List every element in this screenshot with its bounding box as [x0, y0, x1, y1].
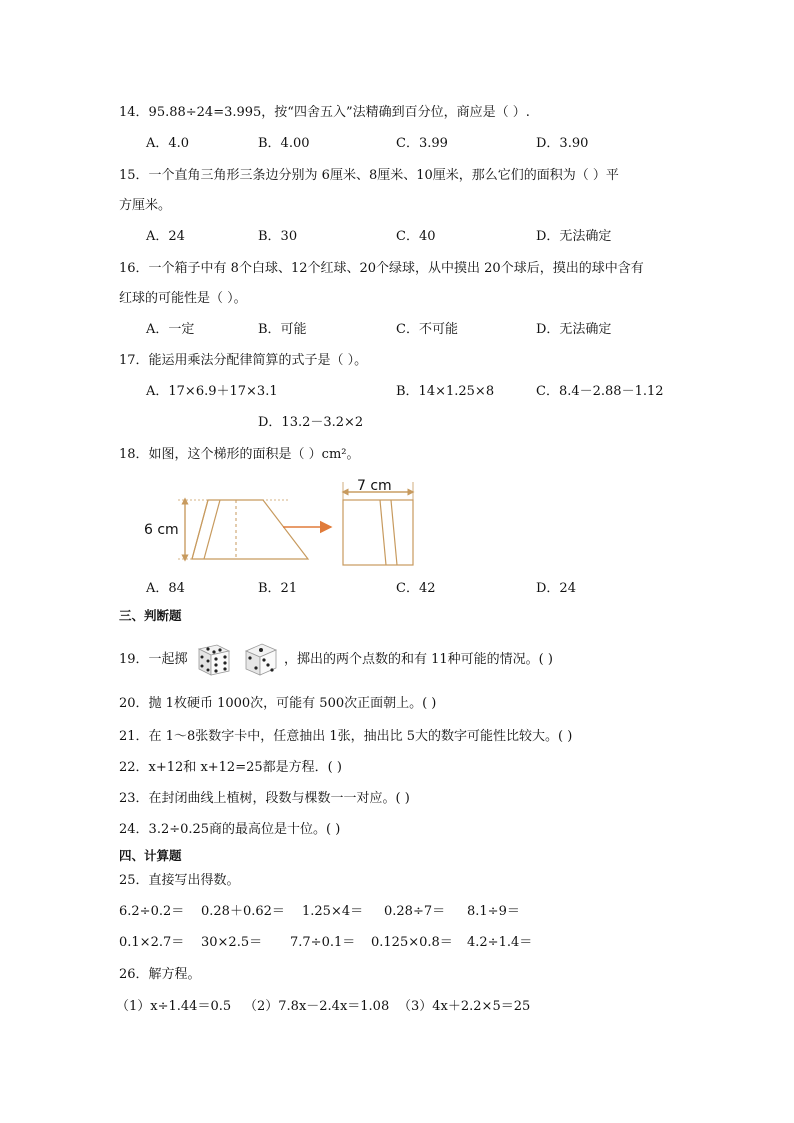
- q18-option-b: B．21: [258, 581, 298, 596]
- q23-text: 23．在封闭曲线上植树，段数与棵数一一对应。( ): [119, 791, 410, 806]
- q14-option-b: B．4.00: [258, 136, 310, 151]
- q25-calc-item: 30×2.5＝: [201, 935, 263, 950]
- q25-calc-item: 7.7÷0.1＝: [290, 935, 356, 950]
- q17-option-c: C．8.4－2.88－1.12: [536, 384, 664, 399]
- q14-stem: 14．95.88÷24=3.995，按“四舍五入”法精确到百分位，商应是（ ）.: [119, 105, 530, 120]
- q15-option-b: B．30: [258, 229, 298, 244]
- q19-prefix: 19．一起掷: [119, 652, 188, 667]
- q22-text: 22．x+12和 x+12=25都是方程．( ): [119, 760, 342, 775]
- q15-option-a: A．24: [146, 229, 185, 244]
- q25-calc-item: 1.25×4＝: [302, 904, 364, 919]
- q25-calc-item: 0.1×2.7＝: [119, 935, 185, 950]
- q15-option-c: C．40: [396, 229, 436, 244]
- q25-calc-item: 0.28÷7＝: [384, 904, 446, 919]
- q18-option-a: A．84: [146, 581, 185, 596]
- q25-calc-item: 0.125×0.8＝: [371, 935, 453, 950]
- q19-suffix: ，掷出的两个点数的和有 11种可能的情况。( ): [284, 652, 553, 667]
- q16-option-a: A．一定: [146, 322, 195, 337]
- q16-option-c: C．不可能: [396, 322, 458, 337]
- trapezoid-figure: [140, 470, 430, 570]
- section-3-heading: 三、判断题: [119, 608, 182, 623]
- q26-equation: （3）4x＋2.2×5＝25: [398, 999, 531, 1014]
- dice-icon: [195, 641, 233, 677]
- height-label: 6 cm: [144, 522, 179, 538]
- q16-stem-line2: 红球的可能性是（ ）。: [119, 291, 247, 306]
- section-4-heading: 四、计算题: [119, 848, 182, 863]
- q24-text: 24．3.2÷0.25商的最高位是十位。( ): [119, 822, 341, 837]
- q17-option-b: B．14×1.25×8: [396, 384, 495, 399]
- q25-calc-item: 8.1÷9＝: [467, 904, 520, 919]
- q15-stem-line2: 方厘米。: [119, 198, 172, 213]
- q14-option-c: C．3.99: [396, 136, 448, 151]
- q17-option-a: A．17×6.9＋17×3.1: [146, 384, 278, 399]
- q26-equation: （2）7.8x－2.4x＝1.08: [244, 999, 390, 1014]
- q17-option-d: D．13.2－3.2×2: [258, 415, 364, 430]
- q18-stem: 18．如图，这个梯形的面积是（ ）cm²。: [119, 447, 360, 462]
- q25-calc-item: 6.2÷0.2＝: [119, 904, 185, 919]
- q26-equation: （1）x÷1.44＝0.5: [116, 999, 232, 1014]
- q14-option-d: D．3.90: [536, 136, 589, 151]
- q18-option-d: D．24: [536, 581, 576, 596]
- q21-text: 21．在 1～8张数字卡中，任意抽出 1张，抽出比 5大的数字可能性比较大。( ): [119, 729, 573, 744]
- q15-stem-line1: 15．一个直角三角形三条边分别为 6厘米、8厘米、10厘米，那么它们的面积为（ ）平: [119, 168, 619, 183]
- q18-option-c: C．42: [396, 581, 436, 596]
- q26-stem: 26．解方程。: [119, 967, 201, 982]
- trapezoid-shape: [192, 500, 308, 559]
- q20-text: 20．抛 1枚硬币 1000次，可能有 500次正面朝上。( ): [119, 696, 437, 711]
- width-label: 7 cm: [357, 478, 392, 494]
- q25-stem: 25．直接写出得数。: [119, 873, 240, 888]
- q17-stem: 17．能运用乘法分配律简算的式子是（ ）。: [119, 353, 368, 368]
- dice-icon: [240, 641, 280, 677]
- q25-calc-item: 0.28＋0.62＝: [201, 904, 285, 919]
- rectangle-shape: [343, 500, 413, 565]
- q15-option-d: D．无法确定: [536, 229, 612, 244]
- q14-option-a: A．4.0: [146, 136, 190, 151]
- q16-option-b: B．可能: [258, 322, 307, 337]
- q16-option-d: D．无法确定: [536, 322, 612, 337]
- q25-calc-item: 4.2÷1.4＝: [467, 935, 533, 950]
- q16-stem-line1: 16．一个箱子中有 8个白球、12个红球、20个绿球，从中摸出 20个球后，摸出的球中含有: [119, 261, 644, 276]
